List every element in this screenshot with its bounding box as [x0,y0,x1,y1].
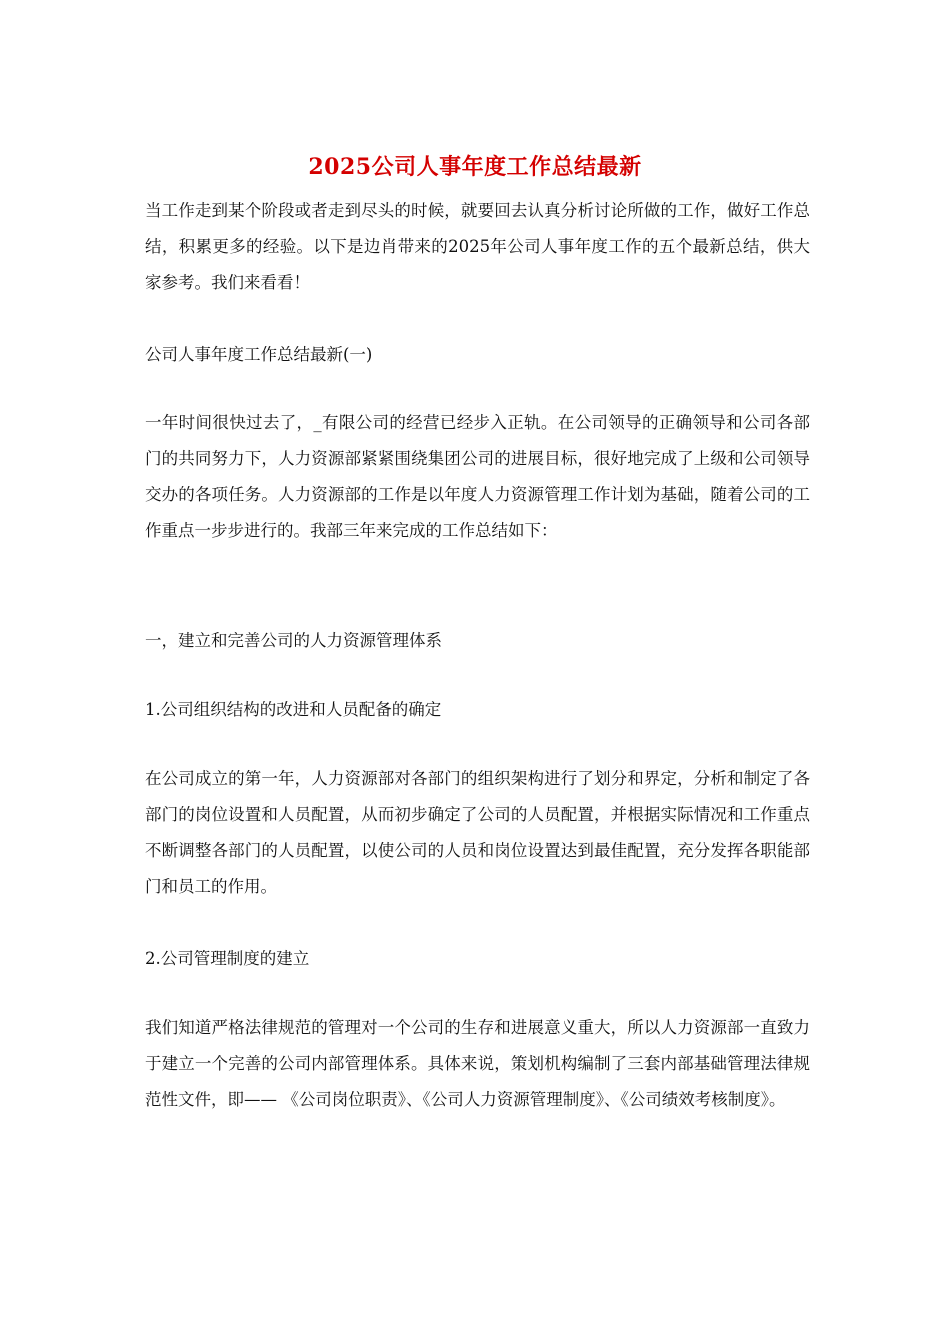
body-paragraph-3: 我们知道严格法律规范的管理对一个公司的生存和进展意义重大，所以人力资源部一直致力于建立一个完善的公司内部管理体系。具体来说，策划机构编制了三套内部基础管理法律规范性文件，即—— 《公司岗位职责》、《公司人力资源管理制度》、《公司绩效考核制度》。 [145,1018,810,1109]
body-paragraph-1: 一年时间很快过去了，_有限公司的经营已经步入正轨。在公司领导的正确领导和公司各部门的共同努力下，人力资源部紧紧围绕集团公司的进展目标，很好地完成了上级和公司领导交办的各项任务。人力资源部的工作是以年度人力资源管理工作计划为基础，随着公司的工作重点一步步进行的。我部三年来完成的工作总结如下： [145,413,810,540]
subheading-1: 1.公司组织结构的改进和人员配备的确定 [145,700,442,719]
intro-paragraph: 当工作走到某个阶段或者走到尽头的时候，就要回去认真分析讨论所做的工作，做好工作总结，积累更多的经验。以下是边肖带来的2025年公司人事年度工作的五个最新总结，供大家参考。我们来看看！ [145,201,810,292]
heading-one: 一，建立和完善公司的人力资源管理体系 [145,631,442,650]
document-title: 2025公司人事年度工作总结最新 [308,154,642,180]
subheading-2: 2.公司管理制度的建立 [145,949,310,968]
section-heading: 公司人事年度工作总结最新(一) [145,345,373,364]
body-paragraph-2: 在公司成立的第一年，人力资源部对各部门的组织架构进行了划分和界定，分析和制定了各部门的岗位设置和人员配置，从而初步确定了公司的人员配置，并根据实际情况和工作重点不断调整各部门的人员配置，以使公司的人员和岗位设置达到最佳配置，充分发挥各职能部门和员工的作用。 [145,769,810,896]
